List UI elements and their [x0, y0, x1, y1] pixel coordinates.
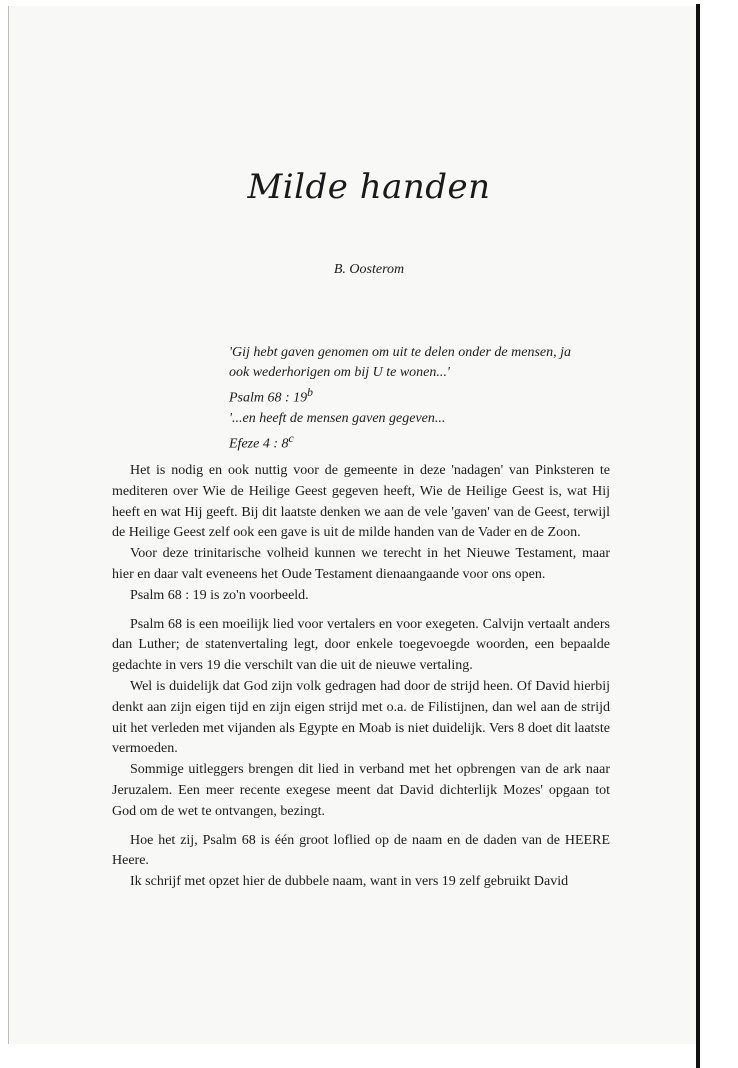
motto-line: 'Gij hebt gaven genomen om uit te delen onder de mensen, ja — [229, 345, 572, 360]
motto-line: '...en heeft de mensen gaven gegeven... — [229, 410, 446, 426]
reference-superscript: b — [307, 386, 313, 399]
motto-block — [229, 343, 629, 454]
paragraph: Sommige uitleggers brengen dit lied in verband met het opbrengen van de ark naar Jeruzalem. Een meer recente exegese meent dat David dichterlijk Mozes' opgaan tot God om de wet te ontvangen, bezingt. — [112, 762, 610, 819]
paragraph: Psalm 68 : 19 is zo'n voorbeeld. — [130, 587, 309, 603]
body-text — [112, 461, 610, 893]
paragraph: Voor deze trinitarische volheid kunnen we terecht in het Nieuwe Testament, maar hier en daar valt eveneens het Oude Testament dienaangaande voor ons open. — [112, 546, 610, 582]
paragraph: Het is nodig en ook nuttig voor de gemeente in deze 'nadagen' van Pinksteren te mediteren over Wie de Heilige Geest gegeven heeft, Wie de Heilige Geest is, wat Hij heeft en wat Hij geeft. Bij dit laatste denken we aan de vele 'gaven' van de Geest, terwijl de Heilige Geest zelf ook een gave is uit de milde handen van de Vader en de Zoon. — [112, 463, 610, 541]
author-name: B. Oosterom — [333, 262, 405, 277]
paragraph: Hoe het zij, Psalm 68 is één groot loflied op de naam en de daden van de HEERE Heere. — [112, 832, 610, 869]
reference-text: Efeze 4 : 8 — [229, 436, 289, 452]
reference-superscript: c — [288, 431, 294, 445]
reference-text: Psalm 68 : 19 — [229, 390, 308, 406]
page-title: Milde handen — [247, 167, 491, 207]
paragraph: Ik schrijf met opzet hier de dubbele naam, want in vers 19 zelf gebruikt David — [130, 874, 569, 890]
page-edge-shadow — [696, 4, 700, 1068]
paragraph: Psalm 68 is een moeilijk lied voor vertalers en voor exegeten. Calvijn vertaalt anders dan Luther; de statenvertaling legt, door enkele toegevoegde woorden, een bepaalde gedachte in vers 19 die verschilt van die uit de nieuwe vertaling. — [112, 616, 610, 674]
motto-line: ook wederhorigen om bij U te wonen...' — [229, 365, 450, 380]
paragraph: Wel is duidelijk dat God zijn volk gedragen had door de strijd heen. Of David hierbij denkt aan zijn eigen tijd en zijn eigen strijd met o.a. de Filistijnen, dan wel aan de strijd uit het verleden met vijanden als Egypte en Moab is niet duidelijk. Vers 8 doet dit laatste vermoeden. — [112, 678, 610, 757]
motto-reference — [229, 383, 629, 409]
motto-reference — [229, 429, 629, 455]
